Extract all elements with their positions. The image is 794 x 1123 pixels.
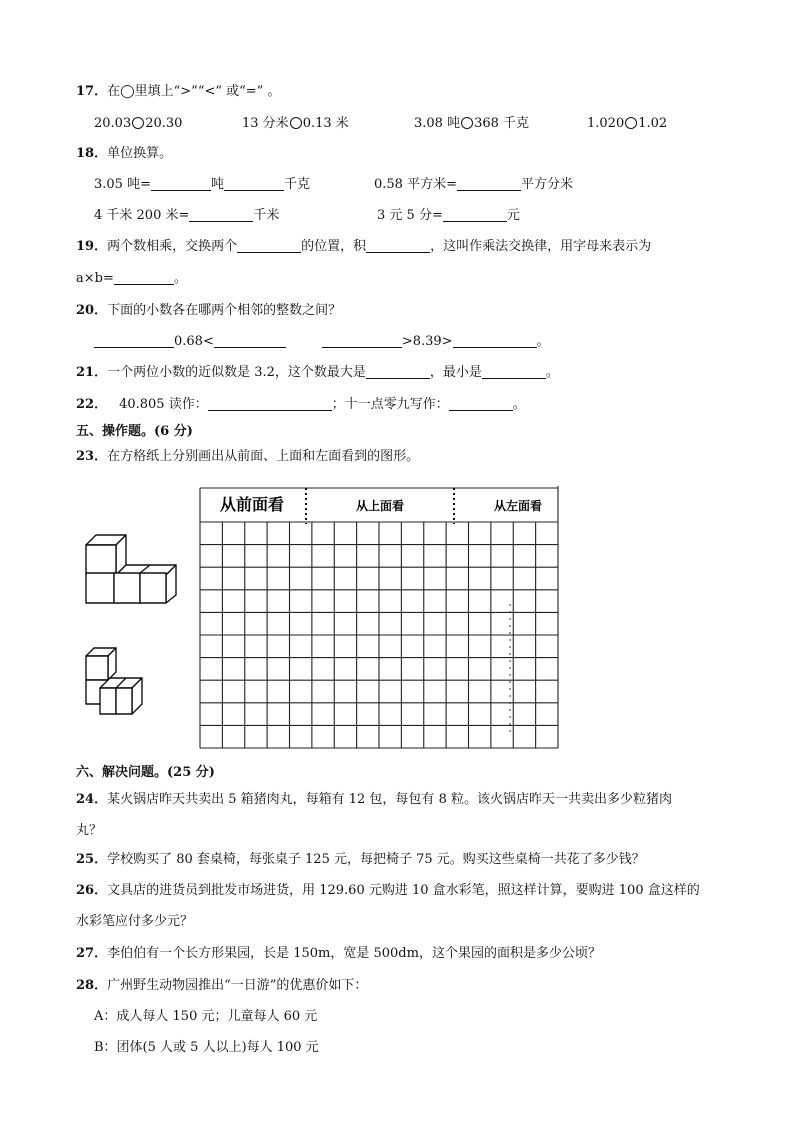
question-text: 一个两位小数的近似数是 3.2，这个数最大是 (107, 365, 366, 380)
compare-circle[interactable] (132, 117, 144, 129)
question-text: 在◯里填上“>”“<” 或“=” 。 (107, 84, 281, 99)
conversion-unit: 千米 (253, 208, 280, 223)
question-27 (76, 945, 601, 963)
question-text: 。 (536, 334, 550, 349)
option-b: B：团体(5 人或 5 人以上)每人 100 元 (94, 1040, 319, 1055)
question-text: 单位换算。 (107, 146, 173, 161)
answer-blank[interactable] (366, 364, 430, 379)
question-number: 26． (76, 883, 108, 898)
question-text: 的位置，积 (301, 239, 367, 254)
question-text: 李伯伯有一个长方形果园，长是 150m，宽是 500dm，这个果园的面积是多少公顷？ (107, 946, 601, 961)
label-top-view: 从上面看 (355, 499, 405, 513)
q17-item-4 (587, 115, 667, 133)
question-text: 两个数相乘，交换两个 (107, 239, 238, 254)
question-text: 0.68< (174, 334, 214, 349)
compare-circle[interactable] (625, 117, 637, 129)
q18-item-b (374, 176, 573, 194)
conversion-text: 0.58 平方米= (374, 177, 457, 192)
label-left-view: 从左面看 (493, 499, 543, 513)
conversion-text: 3.05 吨= (94, 177, 151, 192)
answer-blank[interactable] (114, 270, 174, 285)
question-text: 学校购买了 80 套桌椅，每张桌子 125 元，每把椅子 75 元。购买这些桌椅一共花了多少钱？ (107, 852, 645, 867)
question-number: 22． (76, 397, 108, 412)
question-17 (76, 83, 280, 101)
compare-left: 1.020 (587, 116, 625, 131)
compare-right: 20.30 (145, 116, 183, 131)
q17-item-1 (94, 115, 182, 133)
question-24-cont: 丸？ (76, 823, 103, 838)
question-18 (76, 145, 172, 163)
compare-right: 368 千克 (474, 116, 530, 131)
question-number: 27． (76, 946, 108, 961)
conversion-text: 4 千米 200 米= (94, 208, 190, 223)
conversion-text: 3 元 5 分= (377, 208, 443, 223)
compare-left: 3.08 吨 (414, 116, 461, 131)
question-26-cont: 水彩笔应付多少元？ (76, 914, 194, 929)
question-text: 。 (173, 271, 187, 286)
question-text: 文具店的进货员到批发市场进货，用 129.60 元购进 10 盒水彩笔，照这样计算，要购进 100 盒这样的 (107, 883, 700, 898)
question-text: ；十一点零九写作： (331, 397, 449, 412)
answer-blank[interactable] (151, 176, 211, 191)
question-text: 某火锅店昨天共卖出 5 箱猪肉丸，每箱有 12 包，每包有 8 粒。该火锅店昨天一共卖出多少粒猪肉 (107, 792, 672, 807)
question-24 (76, 791, 672, 809)
question-text: 40.805 读作： (119, 397, 208, 412)
question-20 (76, 302, 341, 320)
compare-left: 13 分米 (242, 116, 289, 131)
q18-item-d (377, 207, 520, 225)
answer-blank[interactable] (482, 364, 546, 379)
q17-item-2 (242, 115, 349, 133)
question-number: 25． (76, 852, 108, 867)
q17-item-3 (414, 115, 529, 133)
question-19-cont (76, 270, 187, 288)
question-19 (76, 238, 651, 256)
q18-item-a (94, 176, 310, 194)
question-number: 23． (76, 449, 108, 464)
compare-right: 0.13 米 (302, 116, 349, 131)
cube-figure-1 (84, 533, 184, 605)
question-number: 18． (76, 146, 108, 161)
question-20-answer (94, 333, 550, 351)
answer-blank[interactable] (189, 207, 253, 222)
compare-circle[interactable] (461, 117, 473, 129)
question-text: 在方格纸上分别画出从前面、上面和左面看到的图形。 (107, 449, 420, 464)
question-text: 下面的小数各在哪两个相邻的整数之间？ (107, 303, 342, 318)
answer-blank[interactable] (457, 176, 521, 191)
question-25 (76, 851, 645, 869)
cube-figure-2 (82, 646, 148, 716)
q18-item-c (94, 207, 279, 225)
question-text: a×b= (76, 271, 114, 286)
question-text: ，最小是 (429, 365, 482, 380)
grid-paper[interactable] (198, 486, 560, 751)
question-22 (76, 396, 526, 414)
question-28 (76, 977, 367, 995)
question-number: 21． (76, 365, 108, 380)
compare-left: 20.03 (94, 116, 132, 131)
answer-blank[interactable] (237, 238, 301, 253)
label-front-view: 从前面看 (219, 495, 285, 514)
conversion-unit: 吨 (210, 177, 224, 192)
answer-blank[interactable] (443, 207, 507, 222)
question-23 (76, 448, 419, 466)
answer-blank[interactable] (208, 396, 332, 411)
question-number: 24． (76, 792, 108, 807)
conversion-unit: 元 (506, 208, 520, 223)
question-text: 。 (512, 397, 526, 412)
option-a: A：成人每人 150 元；儿童每人 60 元 (94, 1009, 318, 1024)
section-heading: 五、操作题。(6 分) (76, 424, 193, 439)
conversion-unit: 平方分米 (520, 177, 573, 192)
compare-circle[interactable] (290, 117, 302, 129)
question-text: 广州野生动物园推出“一日游”的优惠价如下： (107, 978, 368, 993)
answer-blank[interactable] (366, 238, 430, 253)
answer-blank[interactable] (453, 333, 537, 348)
compare-right: 1.02 (638, 116, 668, 131)
answer-blank[interactable] (224, 176, 284, 191)
question-text: 。 (545, 365, 559, 380)
question-number: 20． (76, 303, 108, 318)
question-text: >8.39> (401, 334, 453, 349)
section-heading: 六、解决问题。(25 分) (76, 765, 215, 780)
question-26 (76, 882, 700, 900)
conversion-unit: 千克 (284, 177, 311, 192)
answer-blank[interactable] (94, 333, 174, 348)
question-number: 28． (76, 978, 108, 993)
question-21 (76, 364, 559, 382)
answer-blank[interactable] (322, 333, 402, 348)
question-number: 17． (76, 84, 108, 99)
question-number: 19． (76, 239, 108, 254)
answer-blank[interactable] (449, 396, 513, 411)
answer-blank[interactable] (214, 333, 286, 348)
question-text: ，这叫作乘法交换律，用字母来表示为 (430, 239, 652, 254)
